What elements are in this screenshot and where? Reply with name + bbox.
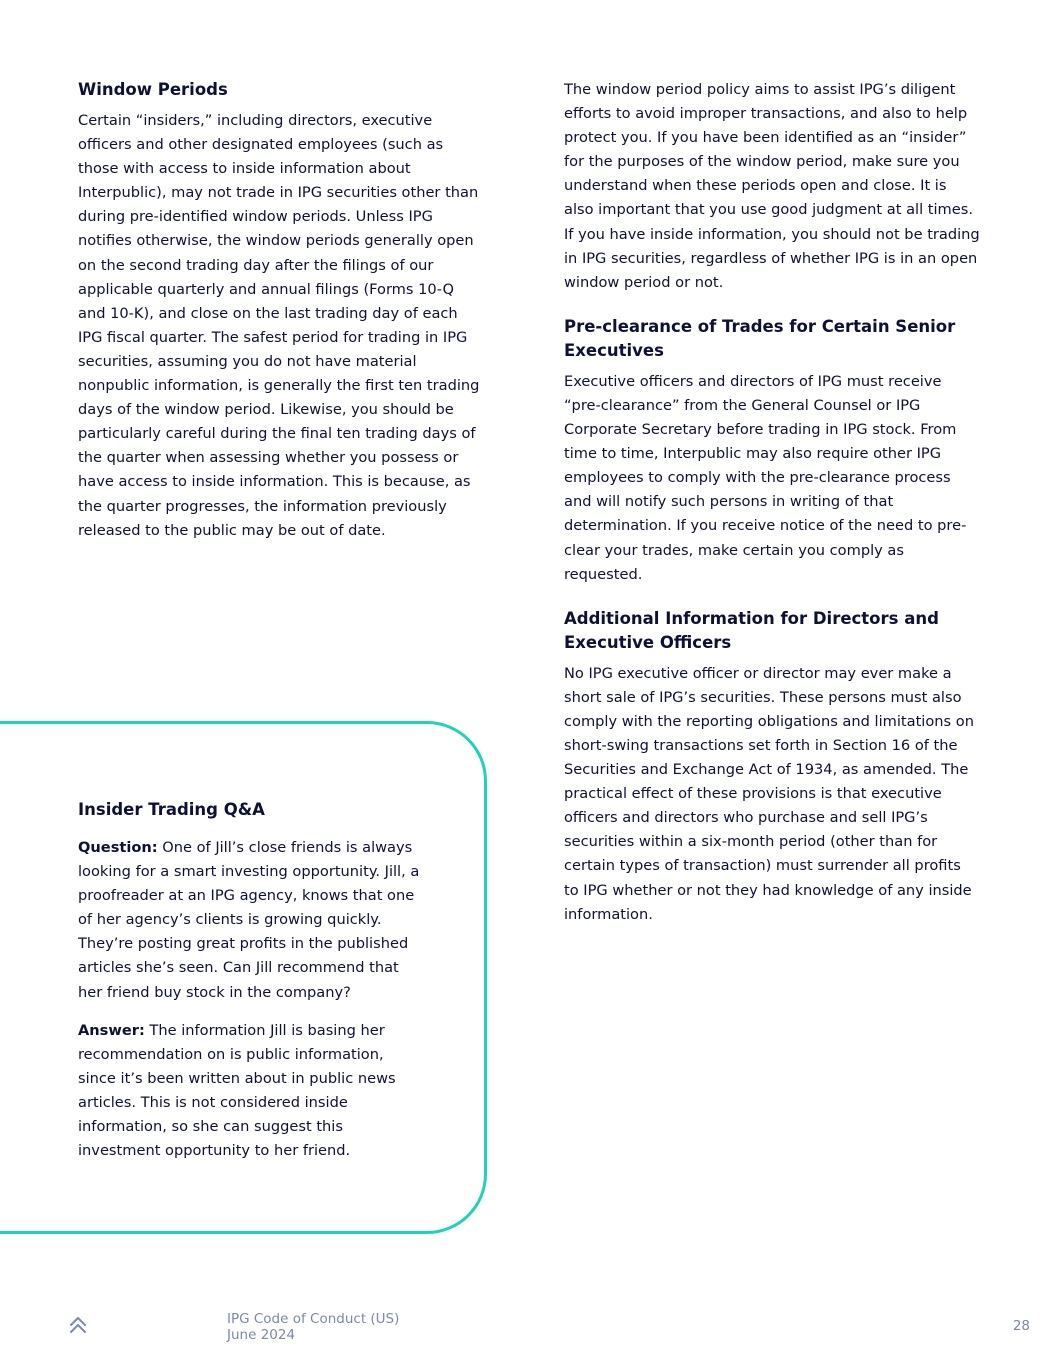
window-periods-body: Certain “insiders,” including directors, executive officers and other designated employees (such as those with access to inside information about Interpublic), may not trade in IPG securities other than during pre-identified window periods. Unless IPG notifies otherwise, the window periods generally open on the second trading day after the filings of our applicable quarterly and annual filings (Forms 10-Q and 10-K), and close on the last trading day of each IPG fiscal quarter. The safest period for trading in IPG securities, assuming you do not have material nonpublic information, is generally the first ten trading days of the window period. Likewise, you should be particularly careful during the final ten trading days of the quarter when assessing whether you possess or have access to inside information. This is because, as the quarter progresses, the information previously released to the public may be out of date. (78, 112, 480, 539)
page-number: 28 (1012, 1318, 1030, 1334)
footer-date: June 2024 (227, 1327, 296, 1343)
qa-callout (78, 798, 423, 1177)
policy-aim-body: The window period policy aims to assist IPG’s diligent efforts to avoid improper transactions, and also to help protect you. If you have been identified as an “insider” for the purposes of the window period, make sure you understand when these periods open and close. It is also important that you use good judgment at all times. If you have inside information, you should not be trading in IPG securities, regardless of whether IPG is in an open window period or not. (564, 81, 980, 291)
footer-title: IPG Code of Conduct (US) (227, 1311, 400, 1327)
additional-info-body: No IPG executive officer or director may ever make a short sale of IPG’s securities. These persons must also comply with the reporting obligations and limitations on short-swing transactions set forth in Section 16 of the Securities and Exchange Act of 1934, as amended. The practical effect of these provisions is that executive officers and directors who purchase and sell IPG’s securities within a six-month period (other than for certain types of transaction) must surrender all profits to IPG whether or not they had knowledge of any inside information. (564, 664, 974, 923)
left-column (78, 78, 486, 563)
double-chevron-up-icon[interactable] (68, 1314, 88, 1336)
preclearance-heading: Pre-clearance of Trades for Certain Senior Executives (564, 316, 956, 360)
question-label: Question: (78, 839, 158, 856)
answer-label: Answer: (78, 1021, 145, 1039)
additional-info-heading: Additional Information for Directors and Executive Officers (564, 608, 939, 652)
answer-text: The information Jill is basing her recommendation on is public information, since it’s been written about in public news articles. This is not considered inside information, so she can suggest this investment opportunity to her friend. (78, 1021, 396, 1160)
qa-question (78, 836, 423, 1005)
preclearance-body: Executive officers and directors of IPG must receive “pre-clearance” from the General Counsel or IPG Corporate Secretary before trading in IPG stock. From time to time, Interpublic may also require other IPG employees to comply with the pre-clearance process and will notify such persons in writing of that determination. If you receive notice of the need to pre-clear your trades, make certain you comply as requested. (564, 372, 967, 583)
footer-info (227, 1311, 399, 1343)
qa-heading: Insider Trading Q&A (78, 800, 265, 819)
qa-answer (78, 1019, 423, 1164)
question-text: One of Jill’s close friends is always looking for a smart investing opportunity. Jill, a proofreader at an IPG agency, knows that one of her agency’s clients is growing quickly. They’re posting great profits in the published articles she’s seen. Can Jill recommend that her friend buy stock in the company? (78, 839, 420, 1001)
window-periods-heading: Window Periods (78, 80, 228, 99)
right-column (564, 78, 980, 947)
